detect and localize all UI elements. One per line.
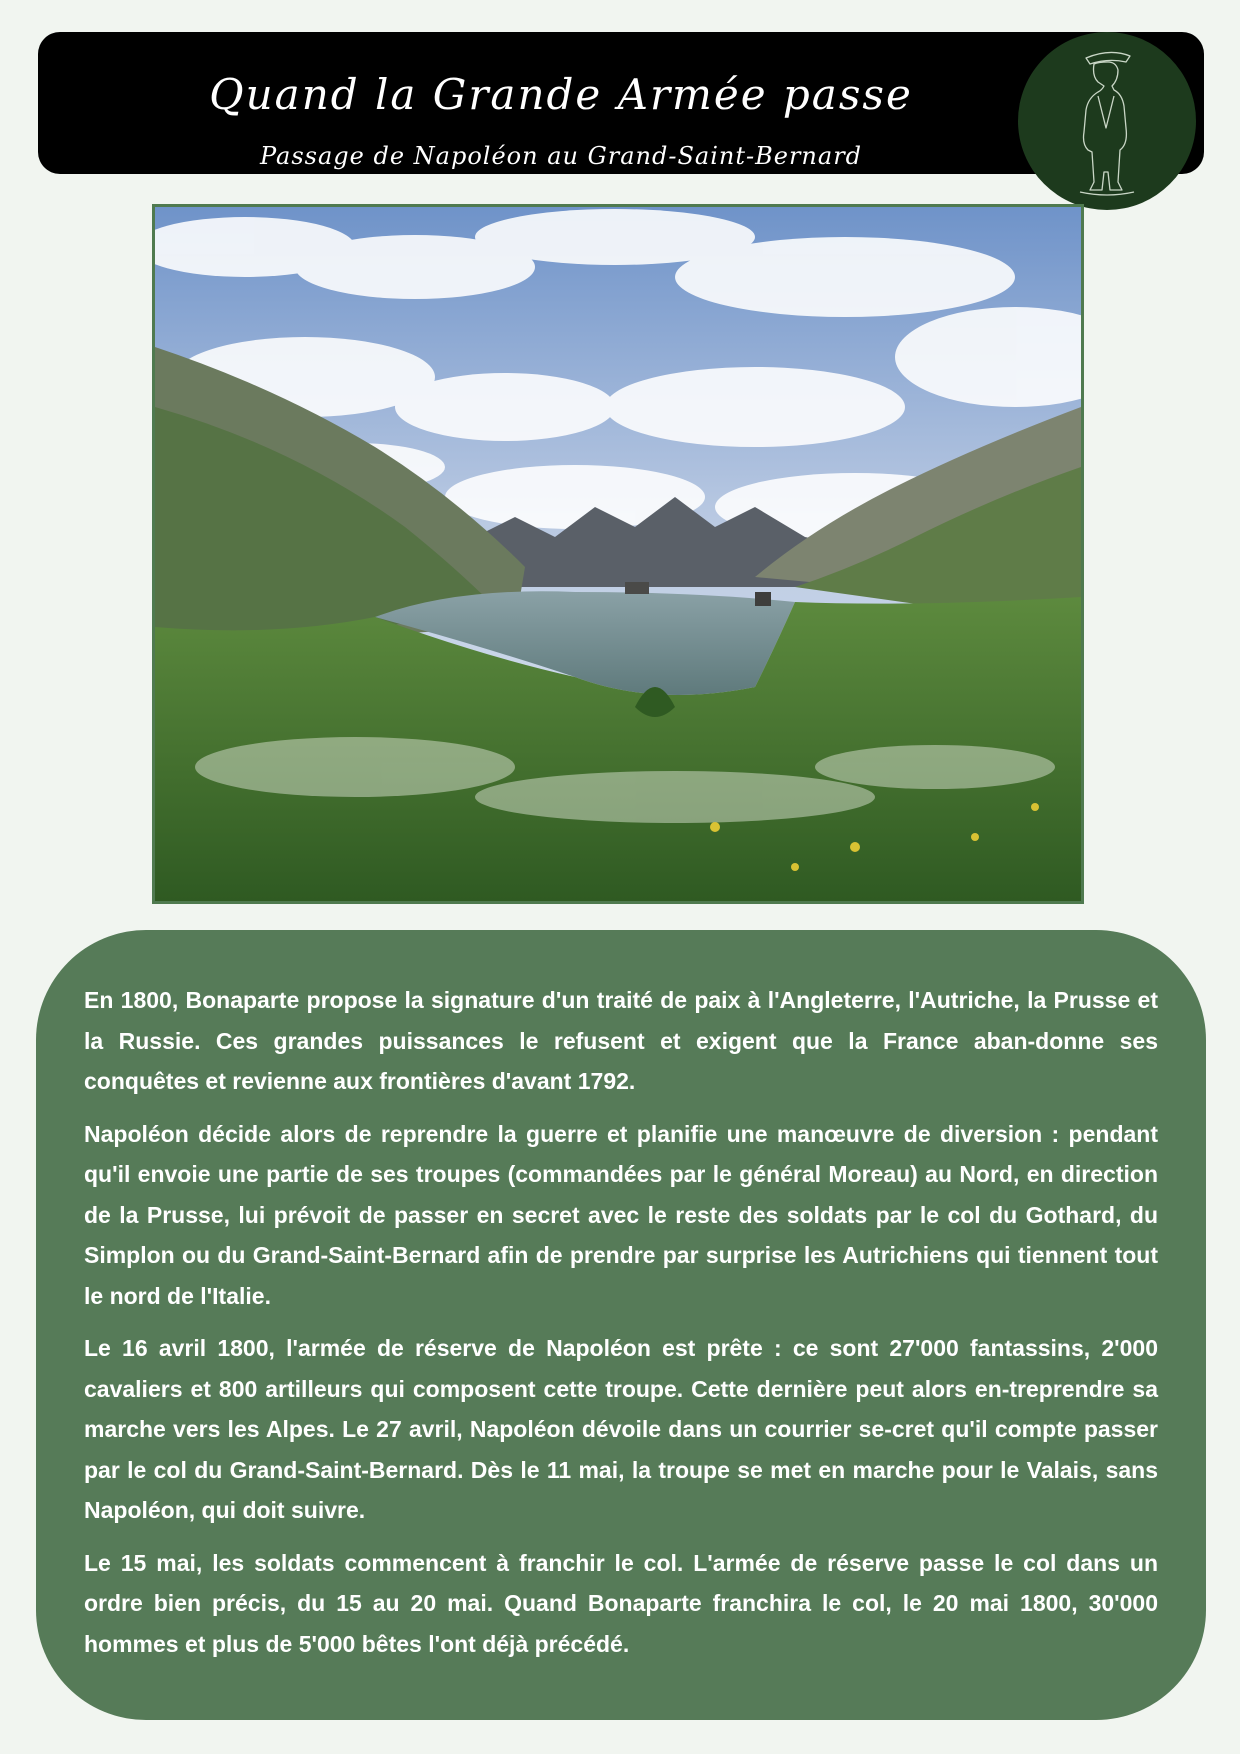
page-subtitle: Passage de Napoléon au Grand-Saint-Bernard bbox=[259, 142, 863, 170]
paragraph-3: Le 16 avril 1800, l'armée de réserve de Napoléon est prête : ce sont 27'000 fantassins, 2'000 cavaliers et 800 artilleurs qui composent cette troupe. Cette dernière peut alors en-treprendre sa marche vers les Alpes. Le 27 avril, Napoléon dévoile dans un courrier se-cret qu'il compte passer par le col du Grand-Saint-Bernard. Dès le 11 mai, la troupe se met en marche pour le Valais, sans Napoléon, qui doit suivre. bbox=[84, 1335, 1158, 1523]
mountain-lake-photo bbox=[152, 204, 1084, 904]
paragraph-1: En 1800, Bonaparte propose la signature d'un traité de paix à l'Angleterre, l'Autriche, la Prusse et la Russie. Ces grandes puissances le refusent et exigent que la France aban-donne ses conquêtes et revienne aux frontières d'avant 1792. bbox=[84, 987, 1158, 1094]
paragraph-2: Napoléon décide alors de reprendre la guerre et planifie une manœuvre de diversion : pendant qu'il envoie une partie de ses troupes (commandées par le général Moreau) au Nord, en direction de la Prusse, lui prévoit de passer en secret avec le reste des soldats par le col du Gothard, du Simplon ou du Grand-Saint-Bernard afin de prendre par surprise les Autrichiens qui tiennent tout le nord de l'Italie. bbox=[84, 1120, 1158, 1309]
page-title: Quand la Grande Armée passe bbox=[209, 70, 913, 119]
text-panel bbox=[36, 930, 1206, 1720]
napoleon-silhouette-icon bbox=[1018, 32, 1196, 210]
paragraph-4: Le 15 mai, les soldats commencent à franchir le col. L'armée de réserve passe le col dans un ordre bien précis, du 15 au 20 mai. Quand Bonaparte franchira le col, le 20 mai 1800, 30'000 hommes et plus de 5'000 bêtes l'ont déjà précédé. bbox=[84, 1549, 1158, 1657]
